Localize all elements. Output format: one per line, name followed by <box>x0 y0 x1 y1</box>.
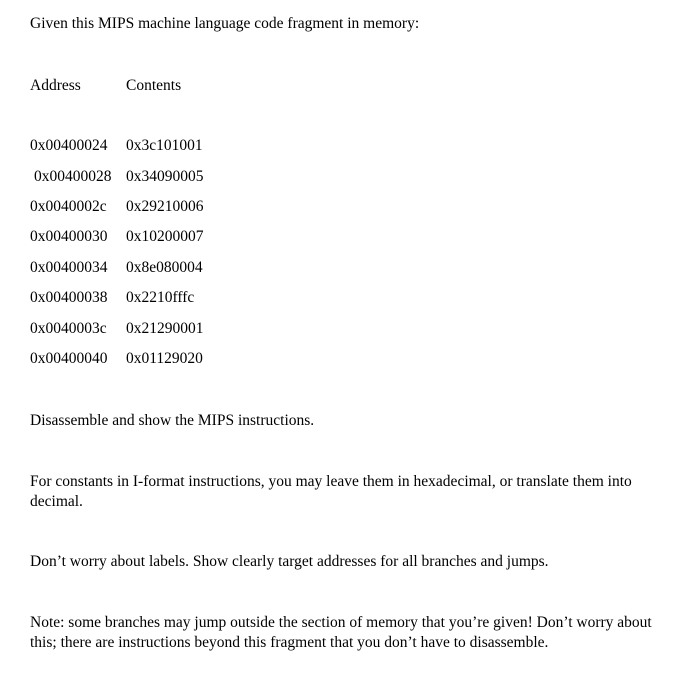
memory-address: 0x0040002c <box>30 198 107 215</box>
memory-contents: 0x29210006 <box>126 198 204 215</box>
intro-text: Given this MIPS machine language code fragment in memory: <box>30 15 420 32</box>
memory-contents: 0x2210fffc <box>126 289 195 306</box>
memory-contents: 0x8e080004 <box>126 259 203 276</box>
constants-instruction: For constants in I-format instructions, you may leave them in hexadecimal, or translate them into decimal. <box>30 473 632 510</box>
address-column-header: Address <box>30 77 81 94</box>
memory-address: 0x00400028 <box>34 168 112 185</box>
memory-address: 0x00400030 <box>30 228 108 245</box>
memory-address: 0x00400038 <box>30 289 108 306</box>
labels-instruction: Don’t worry about labels. Show clearly target addresses for all branches and jumps. <box>30 553 549 570</box>
memory-address: 0x00400040 <box>30 350 108 367</box>
memory-contents: 0x3c101001 <box>126 137 203 154</box>
memory-contents: 0x01129020 <box>126 350 203 367</box>
memory-address: 0x00400024 <box>30 137 108 154</box>
contents-column-header: Contents <box>126 77 182 94</box>
branches-note: Note: some branches may jump outside the section of memory that you’re given! Don’t worry about this; there are instructions beyond this fragment that you don’t have to disassemble. <box>30 614 652 651</box>
memory-address: 0x0040003c <box>30 320 107 337</box>
memory-address: 0x00400034 <box>30 259 108 276</box>
memory-contents: 0x10200007 <box>126 228 204 245</box>
memory-contents: 0x21290001 <box>126 320 204 337</box>
memory-contents: 0x34090005 <box>126 168 204 185</box>
disassemble-instruction: Disassemble and show the MIPS instructions. <box>30 412 315 429</box>
